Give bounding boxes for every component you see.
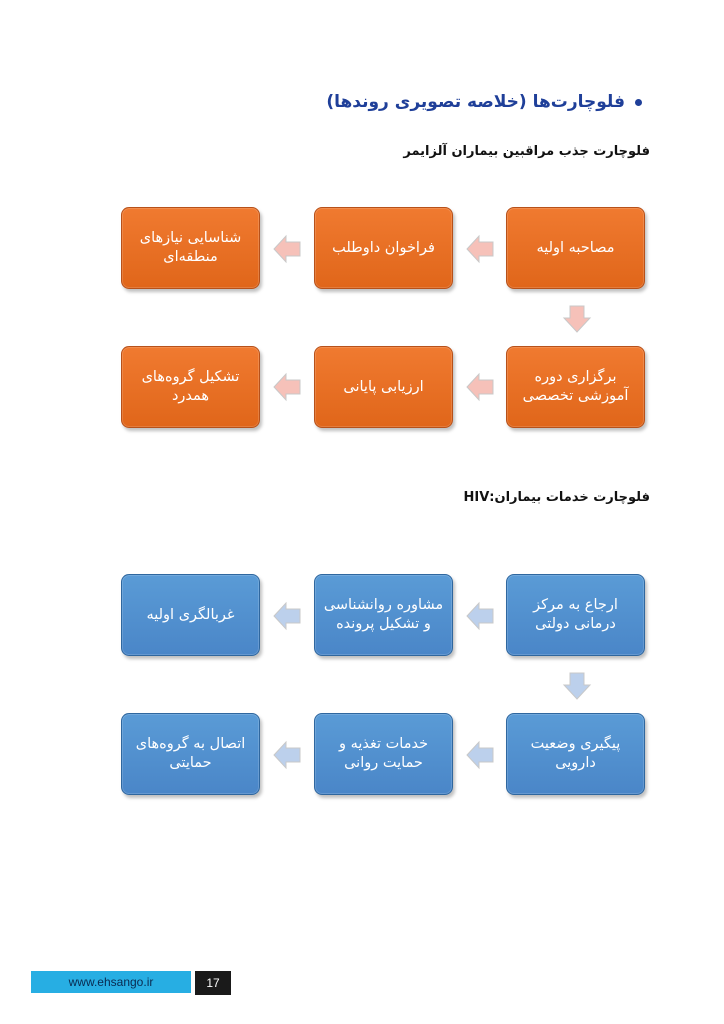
arrow-left-icon	[272, 740, 302, 770]
page-number: 17	[195, 971, 231, 995]
footer-website: www.ehsango.ir	[31, 971, 191, 993]
flow1-step-2: فراخوان داوطلب	[314, 207, 453, 289]
flow2-step-5: خدمات تغذیه و حمایت روانی	[314, 713, 453, 795]
bullet-icon	[635, 99, 642, 106]
arrow-left-icon	[272, 234, 302, 264]
flow1-step-1: مصاحبه اولیه	[506, 207, 645, 289]
arrow-left-icon	[465, 234, 495, 264]
arrow-left-icon	[272, 601, 302, 631]
flow1-title: فلوچارت جذب مراقبین بیماران آلزایمر	[403, 144, 650, 159]
flow1-step-6: تشکیل گروه‌های همدرد	[121, 346, 260, 428]
flow2-title: فلوچارت خدمات بیماران:HIV	[463, 490, 650, 505]
flow1-step-3: شناسایی نیازهای منطقه‌ای	[121, 207, 260, 289]
section-heading	[326, 92, 642, 112]
flow1-step-4: برگزاری دوره آموزشی تخصصی	[506, 346, 645, 428]
flow1-step-5: ارزیابی پایانی	[314, 346, 453, 428]
flow2-step-2: مشاوره روانشناسی و تشکیل پرونده	[314, 574, 453, 656]
flow2-step-4: پیگیری وضعیت دارویی	[506, 713, 645, 795]
arrow-left-icon	[465, 372, 495, 402]
arrow-left-icon	[465, 740, 495, 770]
arrow-down-icon	[562, 304, 592, 334]
arrow-left-icon	[272, 372, 302, 402]
flow2-step-3: غربالگری اولیه	[121, 574, 260, 656]
flow2-step-1: ارجاع به مرکز درمانی دولتی	[506, 574, 645, 656]
arrow-down-icon	[562, 671, 592, 701]
section-heading-text: فلوچارت‌ها (خلاصه تصویری روندها)	[326, 92, 625, 112]
flow2-step-6: اتصال به گروه‌های حمایتی	[121, 713, 260, 795]
arrow-left-icon	[465, 601, 495, 631]
